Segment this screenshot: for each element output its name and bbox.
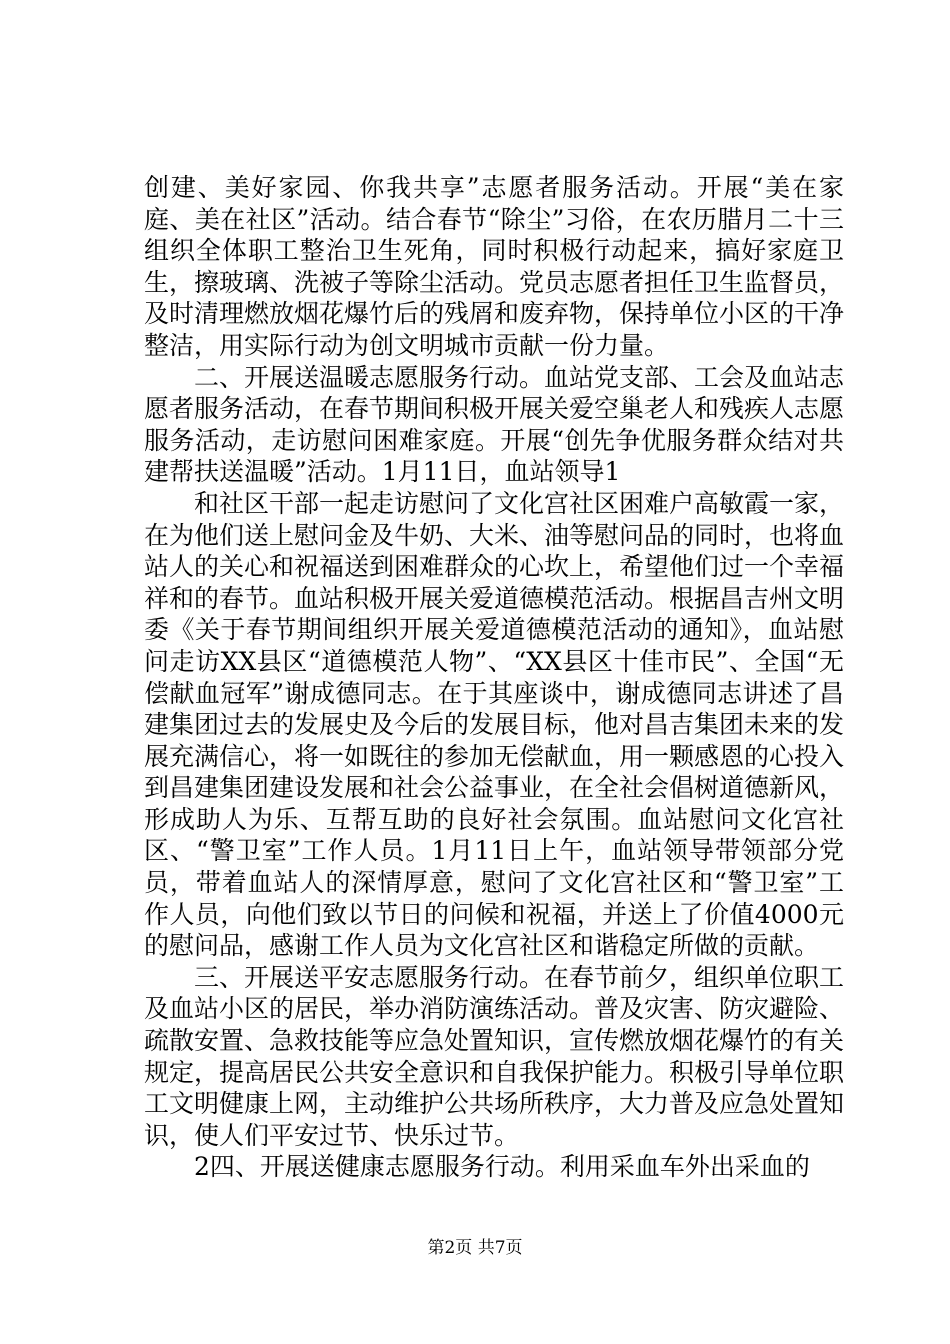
paragraph-send-warmth: 二、开展送温暖志愿服务行动。血站党支部、工会及血站志愿者服务活动，在春节期间积极开展关爱空巢老人和残疾人志愿服务活动，走访慰问困难家庭。开展“创先争优服务群众结对共建帮扶送温暖”活动。1月11日，血站领导1 (144, 362, 845, 487)
page-number-footer: 第2页 共7页 (427, 1238, 523, 1258)
paragraph-visit-families: 和社区干部一起走访慰问了文化宫社区困难户高敏霞一家，在为他们送上慰问金及牛奶、大米、油等慰问品的同时，也将血站人的关心和祝福送到困难群众的心坎上，希望他们过一个幸福祥和的春节。血站积极开展关爱道德模范活动。根据昌吉州文明委《关于春节期间组织开展关爱道德模范活动的通知》，血站慰问走访XX县区“道德模范人物”、“XX县区十佳市民”、全国“无偿献血冠军”谢成德同志。在于其座谈中，谢成德同志讲述了昌建集团过去的发展史及今后的发展目标，他对昌吉集团未来的发展充满信心，将一如既往的参加无偿献血，用一颗感恩的心投入到昌建集团建设发展和社会公益事业，在全社会倡树道德新风，形成助人为乐、互帮互助的良好社会氛围。血站慰问文化宫社区、“警卫室”工作人员。1月11日上午，血站领导带领部分党员，带着血站人的深情厚意，慰问了文化宫社区和“警卫室”工作人员，向他们致以节日的问候和祝福，并送上了价值4000元的慰问品，感谢工作人员为文化宫社区和谐稳定所做的贡献。 (144, 488, 845, 961)
paragraph-send-health: 2四、开展送健康志愿服务行动。利用采血车外出采血的 (194, 1152, 810, 1182)
paragraph-continuation: 创建、美好家园、你我共享”志愿者服务活动。开展“美在家庭、美在社区”活动。结合春节“除尘”习俗，在农历腊月二十三组织全体职工整治卫生死角，同时积极行动起来，搞好家庭卫生，擦玻璃、洗被子等除尘活动。党员志愿者担任卫生监督员，及时清理燃放烟花爆竹后的残屑和废弃物，保持单位小区的干净整洁，用实际行动为创文明城市贡献一份力量。 (144, 173, 845, 360)
document-body (144, 172, 844, 1183)
paragraph-send-safety: 三、开展送平安志愿服务行动。在春节前夕，组织单位职工及血站小区的居民，举办消防演练活动。普及灾害、防灾避险、疏散安置、急救技能等应急处置知识，宣传燃放烟花爆竹的有关规定，提高居民公共安全意识和自我保护能力。积极引导单位职工文明健康上网，主动维护公共场所秩序，大力普及应急处置知识，使人们平安过节、快乐过节。 (144, 962, 845, 1150)
